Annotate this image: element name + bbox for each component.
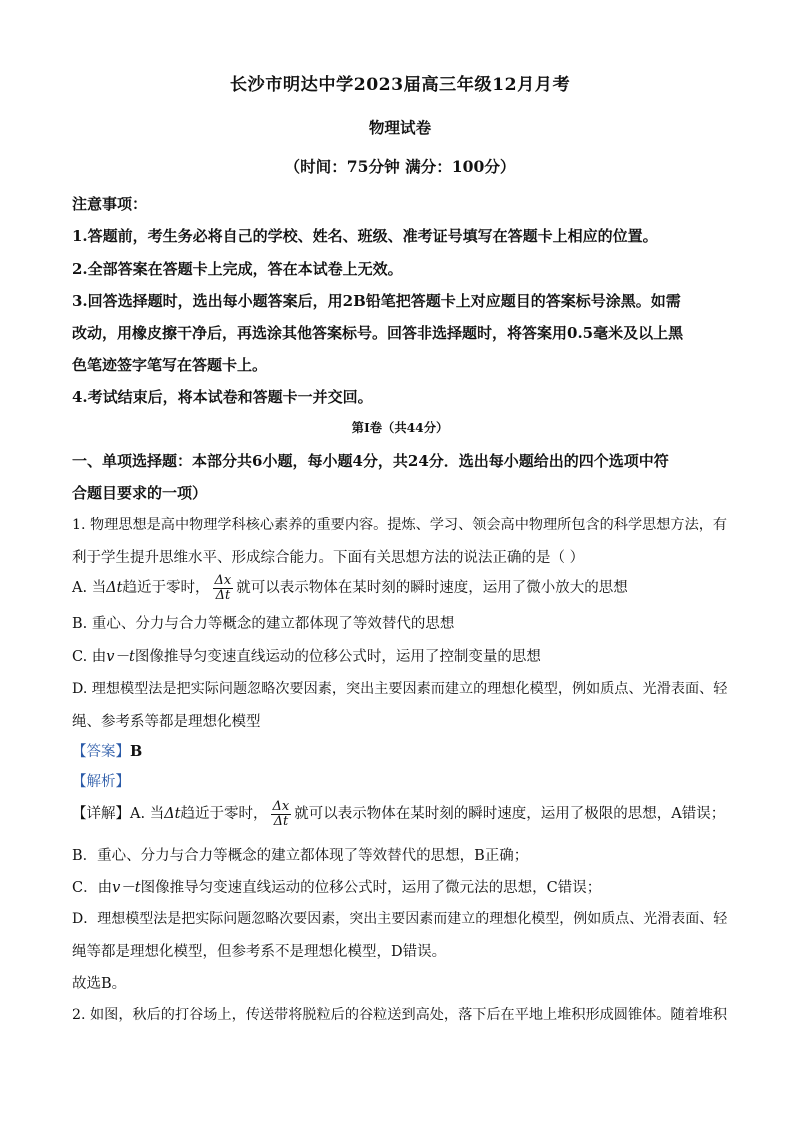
fraction <box>271 800 292 828</box>
notice-heading: 注意事项： <box>72 195 148 213</box>
math-v-t: v－t <box>106 649 135 665</box>
detail-tag: 【详解】 <box>72 806 130 823</box>
section-heading: 合题目要求的一项） <box>72 484 208 502</box>
detail-c-rest: 图像推导匀变速直线运动的位移公式时，运用了微元法的思想，C错误； <box>140 880 602 896</box>
part-title: 第Ⅰ卷（共44分） <box>351 420 449 435</box>
detail-a-rest: 就可以表示物体在某时刻的瞬时速度，运用了极限的思想，A错误； <box>294 806 726 823</box>
option-d: 绳、参考系等都是理想化模型 <box>72 714 261 730</box>
fraction <box>213 574 234 602</box>
option-d: D. 理想模型法是把实际问题忽略次要因素，突出主要因素而建立的理想化模型，例如质点、光滑表面、轻 <box>72 681 728 697</box>
notice-item: 2.全部答案在答题卡上完成，答在本试卷上无效。 <box>72 260 403 278</box>
detail-c <box>72 876 728 897</box>
detail-a-mid: 趋近于零时， <box>180 806 268 823</box>
conclusion: 故选B。 <box>72 976 127 992</box>
time-score-info: （时间：75分钟 满分：100分） <box>284 157 516 176</box>
notice-item: 1.答题前，考生务必将自己的学校、姓名、班级、准考证号填写在答题卡上相应的位置。 <box>72 227 658 245</box>
fraction-denominator: Δt <box>215 587 231 603</box>
notice-item: 4.考试结束后，将本试卷和答题卡一并交回。 <box>72 388 373 406</box>
detail-d: 绳等都是理想化模型，但参考系不是理想化模型，D错误。 <box>72 944 447 960</box>
fraction-denominator: Δt <box>273 813 289 829</box>
answer-line <box>72 740 728 761</box>
option-b: B. 重心、分力与合力等概念的建立都体现了等效替代的思想 <box>72 616 455 632</box>
option-a-prefix: A. 当 <box>72 580 107 597</box>
section-heading: 一、单项选择题：本部分共6小题，每小题4分，共24分．选出每小题给出的四个选项中符 <box>72 452 669 470</box>
detail-d: D．理想模型法是把实际问题忽略次要因素，突出主要因素而建立的理想化模型，例如质点、光滑表面、轻 <box>72 911 728 927</box>
question-stem: 利于学生提升思维水平、形成综合能力。下面有关思想方法的说法正确的是（ ） <box>72 550 585 566</box>
analysis-tag: 【解析】 <box>72 774 130 790</box>
detail-b: B．重心、分力与合力等概念的建立都体现了等效替代的思想，B正确； <box>72 848 529 864</box>
notice-item: 改动，用橡皮擦干净后，再选涂其他答案标号。回答非选择题时，将答案用0.5毫米及以上黑 <box>72 324 684 342</box>
detail-a-prefix: A. 当 <box>130 806 165 823</box>
notice-item: 3.回答选择题时，选出每小题答案后，用2B铅笔把答题卡上对应题目的答案标号涂黑。如需 <box>72 292 681 310</box>
detail-a <box>72 800 728 828</box>
question-stem: 2. 如图，秋后的打谷场上，传送带将脱粒后的谷粒送到高处，落下后在平地上堆积形成圆锥体。随着堆积 <box>72 1007 728 1023</box>
math-v-t: v－t <box>112 880 141 896</box>
question-stem: 1. 物理思想是高中物理学科核心素养的重要内容。提炼、学习、领会高中物理所包含的科学思想方法，有 <box>72 517 728 533</box>
math-delta-t: Δt <box>106 580 123 597</box>
notice-item: 色笔迹签字笔写在答题卡上。 <box>72 356 268 374</box>
subject-title: 物理试卷 <box>368 118 432 137</box>
option-c-rest: 图像推导匀变速直线运动的位移公式时，运用了控制变量的思想 <box>134 649 541 665</box>
option-c-prefix: C. 由 <box>72 649 107 665</box>
option-a <box>72 574 728 602</box>
option-a-rest: 就可以表示物体在某时刻的瞬时速度，运用了微小放大的思想 <box>236 580 628 597</box>
fraction-numerator: Δx <box>272 799 290 814</box>
detail-c-prefix: C．由 <box>72 880 113 896</box>
fraction-numerator: Δx <box>214 573 232 588</box>
answer-tag: 【答案】 <box>72 744 130 760</box>
answer-value: B <box>130 743 143 760</box>
option-a-mid: 趋近于零时， <box>122 580 210 597</box>
exam-title: 长沙市明达中学2023届高三年级12月月考 <box>229 75 571 95</box>
option-c <box>72 645 728 666</box>
math-delta-t: Δt <box>164 806 181 823</box>
